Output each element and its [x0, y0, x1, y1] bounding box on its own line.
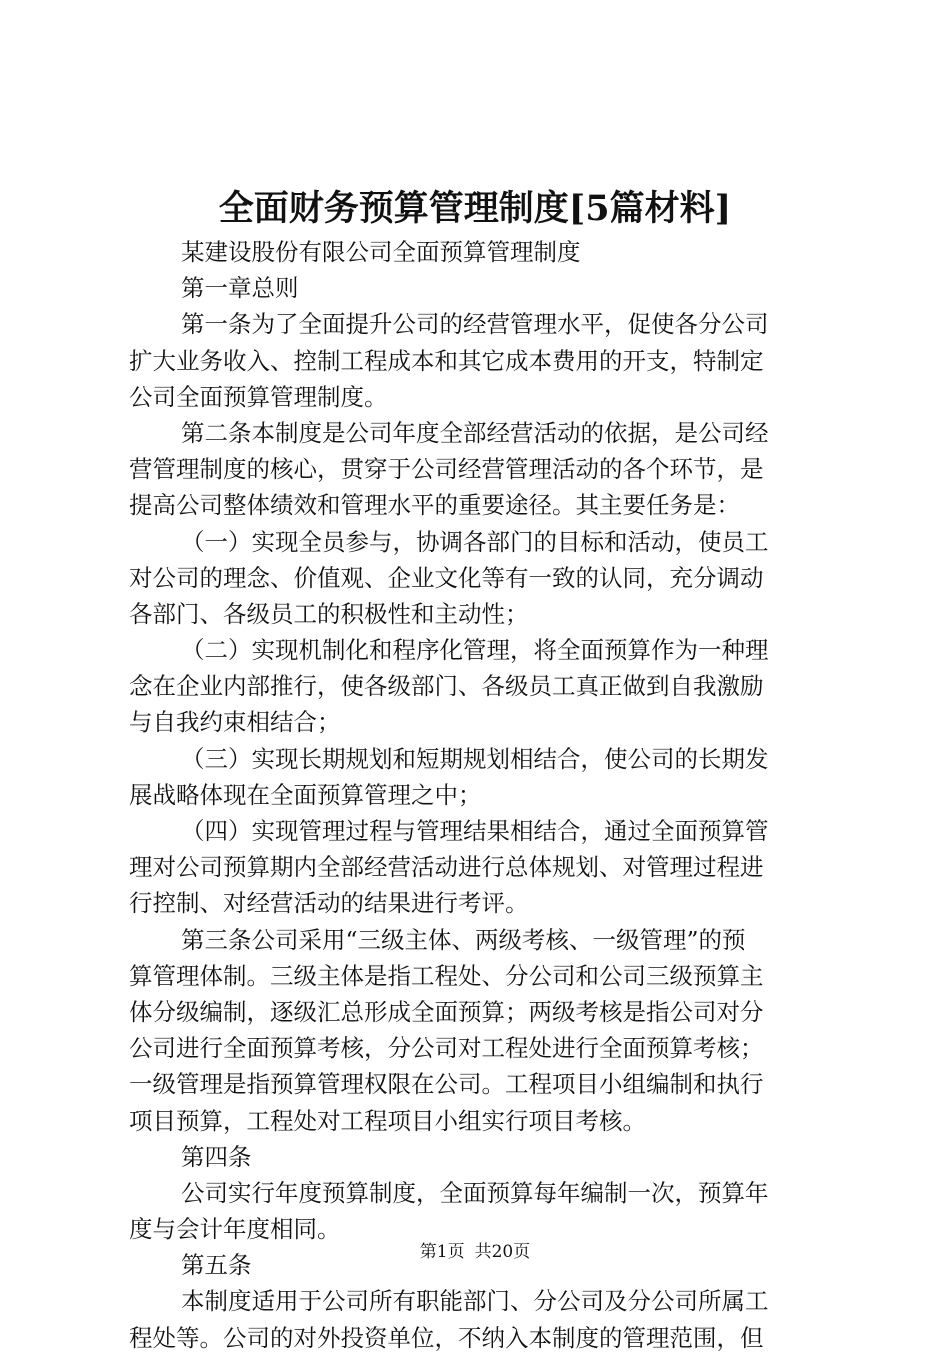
- text-line: 程处等。公司的对外投资单位，不纳入本制度的管理范围，但: [129, 1323, 764, 1352]
- text-line: 第一条为了全面提升公司的经营管理水平，促使各分公司: [181, 310, 769, 339]
- text-line: 某建设股份有限公司全面预算管理制度: [181, 238, 581, 266]
- text-line: 扩大业务收入、控制工程成本和其它成本费用的开支，特制定: [129, 346, 764, 375]
- text-line: 念在企业内部推行，使各级部门、各级员工真正做到自我激励: [129, 672, 764, 701]
- text-line: （一）实现全员参与，协调各部门的目标和活动，使员工: [181, 527, 769, 556]
- text-line: 度与会计年度相同。: [129, 1215, 341, 1244]
- text-line: 一级管理是指预算管理权限在公司。工程项目小组编制和执行: [129, 1070, 764, 1099]
- document-body: [129, 234, 829, 1356]
- text-line: 本制度适用于公司所有职能部门、分公司及分公司所属工: [181, 1287, 769, 1316]
- document-title: 全面财务预算管理制度[5篇材料]: [218, 188, 732, 229]
- text-line: 第五条: [181, 1251, 252, 1280]
- text-line: 公司实行年度预算制度，全面预算每年编制一次，预算年: [181, 1178, 769, 1207]
- text-line: 提高公司整体绩效和管理水平的重要途径。其主要任务是：: [129, 491, 740, 520]
- text-line: 各部门、各级员工的积极性和主动性；: [129, 599, 529, 628]
- page-number: 第1页: [419, 1242, 465, 1262]
- text-line: 营管理制度的核心，贯穿于公司经营管理活动的各个环节，是: [129, 455, 764, 484]
- text-line: 公司进行全面预算考核，分公司对工程处进行全面预算考核；: [129, 1034, 764, 1063]
- text-line: 公司全面预算管理制度。: [129, 382, 388, 411]
- text-line: 行控制、对经营活动的结果进行考评。: [129, 889, 529, 918]
- text-line: 对公司的理念、价值观、企业文化等有一致的认同，充分调动: [129, 563, 764, 592]
- page-total: 共20页: [474, 1242, 531, 1262]
- text-line: 第二条本制度是公司年度全部经营活动的依据，是公司经: [181, 418, 769, 447]
- text-line: 与自我约束相结合；: [129, 708, 341, 737]
- text-line: 第一章总则: [181, 274, 299, 303]
- text-line: 算管理体制。三级主体是指工程处、分公司和公司三级预算主: [129, 961, 764, 990]
- text-line: 理对公司预算期内全部经营活动进行总体规划、对管理过程进: [129, 853, 764, 882]
- text-line: （四）实现管理过程与管理结果相结合，通过全面预算管: [181, 817, 769, 845]
- text-line: （三）实现长期规划和短期规划相结合，使公司的长期发: [181, 744, 769, 773]
- text-line: 第四条: [181, 1142, 252, 1171]
- text-line: 展战略体现在全面预算管理之中；: [129, 780, 482, 809]
- text-line: （二）实现机制化和程序化管理，将全面预算作为一种理: [181, 636, 769, 665]
- page-footer: [0, 1240, 950, 1264]
- text-line: 项目预算，工程处对工程项目小组实行项目考核。: [129, 1106, 646, 1135]
- text-line: 第三条公司采用“三级主体、两级考核、一级管理”的预: [181, 925, 746, 954]
- text-line: 体分级编制，逐级汇总形成全面预算；两级考核是指公司对分: [129, 997, 764, 1026]
